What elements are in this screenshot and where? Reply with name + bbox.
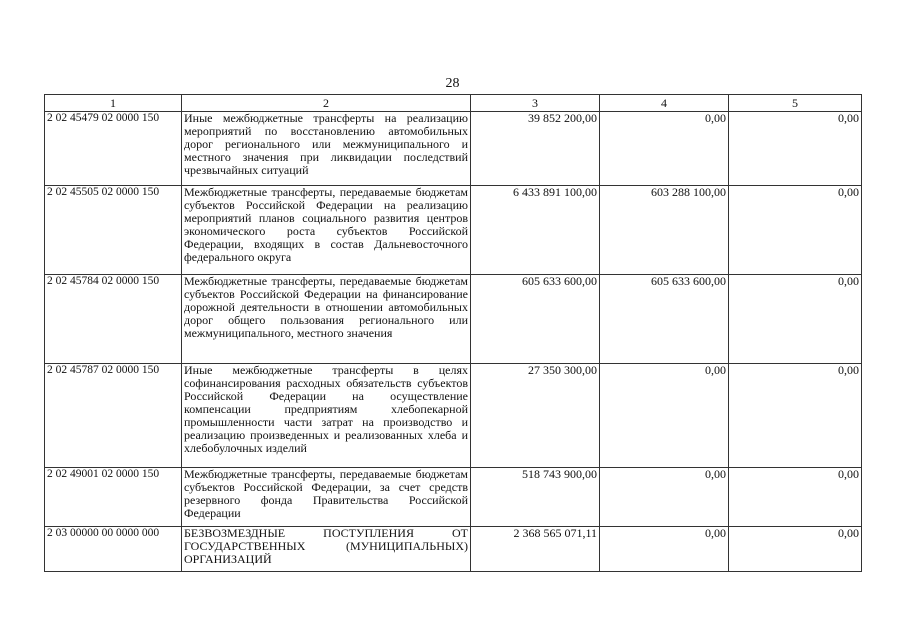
row-value-col3: 518 743 900,00 <box>471 468 600 527</box>
column-header-1: 1 <box>45 95 182 112</box>
row-value-col3: 605 633 600,00 <box>471 275 600 364</box>
table-row <box>45 112 862 186</box>
row-name: БЕЗВОЗМЕЗДНЫЕ ПОСТУПЛЕНИЯ ОТ ГОСУДАРСТВЕННЫХ (МУНИЦИПАЛЬНЫХ) ОРГАНИЗАЦИЙ <box>182 527 471 572</box>
row-value-col3: 2 368 565 071,11 <box>471 527 600 572</box>
column-header-3: 3 <box>471 95 600 112</box>
row-name: Межбюджетные трансферты, передаваемые бюджетам субъектов Российской Федерации, за счет средств резервного фонда Правительства Российской Федерации <box>182 468 471 527</box>
row-value-col4: 603 288 100,00 <box>600 186 729 275</box>
row-name: Межбюджетные трансферты, передаваемые бюджетам субъектов Российской Федерации на реализацию мероприятий планов социального развития центров экономического роста субъектов Российской Федерации, входящих в состав Дальневосточного федерального округа <box>182 186 471 275</box>
row-value-col3: 39 852 200,00 <box>471 112 600 186</box>
budget-revenue-table <box>44 94 862 572</box>
row-value-col5: 0,00 <box>729 364 862 468</box>
row-value-col3: 27 350 300,00 <box>471 364 600 468</box>
row-value-col4: 605 633 600,00 <box>600 275 729 364</box>
table-row <box>45 527 862 572</box>
row-code: 2 02 49001 02 0000 150 <box>45 468 182 527</box>
row-value-col4: 0,00 <box>600 468 729 527</box>
row-value-col3: 6 433 891 100,00 <box>471 186 600 275</box>
row-code: 2 02 45784 02 0000 150 <box>45 275 182 364</box>
row-code: 2 02 45505 02 0000 150 <box>45 186 182 275</box>
column-header-5: 5 <box>729 95 862 112</box>
table-row <box>45 186 862 275</box>
column-header-2: 2 <box>182 95 471 112</box>
table-row <box>45 364 862 468</box>
row-value-col4: 0,00 <box>600 112 729 186</box>
row-value-col5: 0,00 <box>729 275 862 364</box>
row-name: Межбюджетные трансферты, передаваемые бюджетам субъектов Российской Федерации на финансирование дорожной деятельности в отношении автомобильных дорог общего пользования регионального или межмуниципального, местного значения <box>182 275 471 364</box>
row-value-col5: 0,00 <box>729 527 862 572</box>
row-value-col4: 0,00 <box>600 527 729 572</box>
table-header-row <box>45 95 862 112</box>
row-name: Иные межбюджетные трансферты на реализацию мероприятий по восстановлению автомобильных дорог регионального или межмуниципального и местного значения при ликвидации последствий чрезвычайных ситуаций <box>182 112 471 186</box>
row-code: 2 02 45787 02 0000 150 <box>45 364 182 468</box>
table-row <box>45 275 862 364</box>
row-value-col5: 0,00 <box>729 186 862 275</box>
table-row <box>45 468 862 527</box>
row-value-col4: 0,00 <box>600 364 729 468</box>
row-code: 2 02 45479 02 0000 150 <box>45 112 182 186</box>
row-value-col5: 0,00 <box>729 112 862 186</box>
row-name: Иные межбюджетные трансферты в целях софинансирования расходных обязательств субъектов Российской Федерации на осуществление компенсации предприятиям хлебопекарной промышленности части затрат на производство и реализацию произведенных и реализованных хлеба и хлебобулочных изделий <box>182 364 471 468</box>
column-header-4: 4 <box>600 95 729 112</box>
row-code: 2 03 00000 00 0000 000 <box>45 527 182 572</box>
row-value-col5: 0,00 <box>729 468 862 527</box>
page-number: 28 <box>445 76 460 91</box>
